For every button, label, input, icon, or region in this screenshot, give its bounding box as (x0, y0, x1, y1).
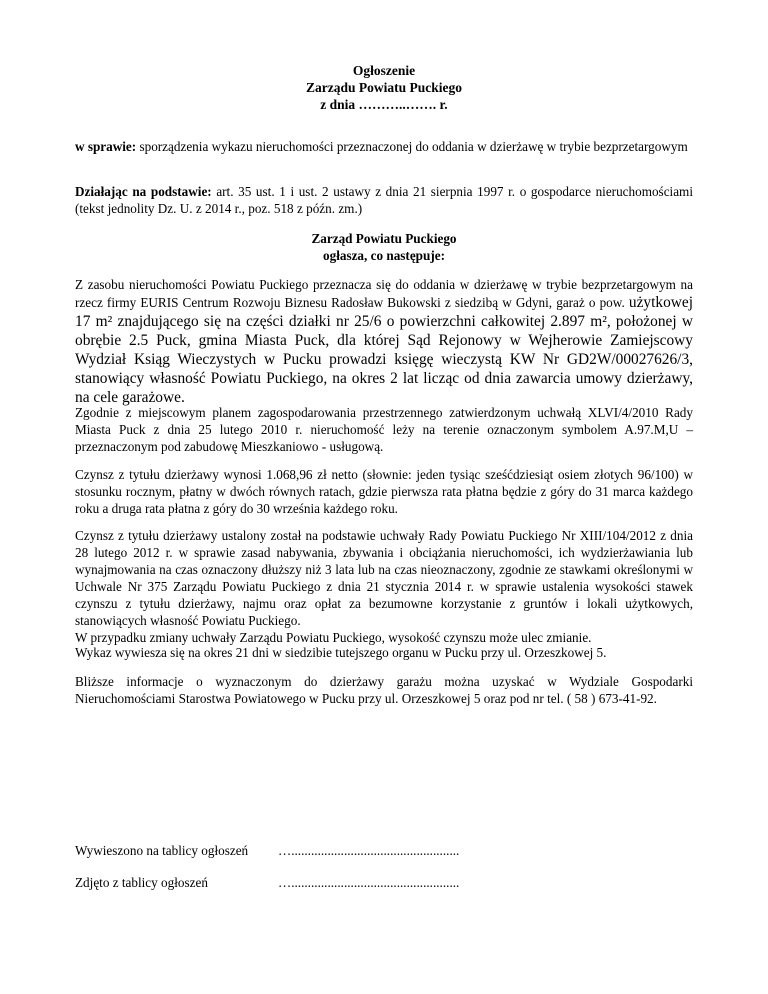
posted-dots: …................................................... (278, 843, 460, 858)
announce-heading (0, 230, 768, 264)
paragraph-3: Czynsz z tytułu dzierżawy wynosi 1.068,96 zł netto (słownie: jeden tysiąc sześćdziesiąt osiem złotych 96/100) w stosunku rocznym, płatny w dwóch równych ratach, gdzie pierwsza rata płatna będzie z góry do 31 marca każdego roku a druga rata płatna z góry do 30 września każdego roku. (75, 467, 693, 516)
subject-lead: w sprawie: (75, 139, 137, 154)
document-header (0, 62, 768, 113)
paragraph-4-main: Czynsz z tytułu dzierżawy ustalony został na podstawie uchwały Rady Powiatu Puckiego Nr XIII/104/2012 z dnia 28 lutego 2012 r. w sprawie zasad nabywania, zbywania i obciążania nieruchomości, ich wydzierżawiania lub wynajmowania na czas oznaczony dłuższy niż 3 lata lub na czas nieoznaczony, zgodnie ze stawkami określonymi w Uchwale Nr 375 Zarządu Powiatu Puckiego z dnia 21 stycznia 2014 r. w sprawie ustalenia wysokości stawek czynszu z tytułu dzierżawy, najmu oraz opłat za bezumowne korzystanie z gruntów i lokali użytkowych, stanowiących własność Powiatu Puckiego. (75, 528, 693, 628)
paragraph-2: Zgodnie z miejscowym planem zagospodarowania przestrzennego zatwierdzonym uchwałą XLVI/4/2010 Rady Miasta Puck z dnia 25 lutego 2010 r. nieruchomość leży na terenie oznaczonym symbolem A.97.M,U – przeznaczonym pod zabudowę Mieszkaniowo - usługową. (75, 405, 693, 454)
subject-text: sporządzenia wykazu nieruchomości przeznaczonej do oddania w dzierżawę w trybie bezprzetargowym (136, 139, 688, 154)
announce-line2: ogłasza, co następuje: (323, 248, 445, 263)
paragraph-4-note: W przypadku zmiany uchwały Zarządu Powiatu Puckiego, wysokość czynszu może ulec zmianie. (75, 630, 592, 645)
removed-label: Zdjęto z tablicy ogłoszeń (75, 875, 208, 890)
paragraph-1 (75, 276, 693, 407)
paragraph-5: Wykaz wywiesza się na okres 21 dni w siedzibie tutejszego organu w Pucku przy ul. Orzeszkowej 5. (75, 645, 607, 660)
paragraph-1-small: Z zasobu nieruchomości Powiatu Puckiego przeznacza się do oddania w dzierżawę w trybie bezprzetargowym na rzecz firmy EURIS Centrum Rozwoju Biznesu Radosław Bukowski z siedzibą w Gdyni, garaż o pow. (75, 277, 693, 310)
removed-dots: …................................................... (278, 875, 460, 890)
legal-basis-lead: Działając na podstawie: (75, 184, 212, 199)
legal-basis-text: art. 35 ust. 1 i ust. 2 ustawy z dnia 21 sierpnia 1997 r. o gospodarce nieruchomościami (tekst jednolity Dz. U. z 2014 r., poz. 518 z późn. zm.) (75, 184, 693, 216)
header-issuer: Zarządu Powiatu Puckiego (305, 80, 462, 95)
paragraph-4 (75, 527, 693, 646)
posted-label: Wywieszono na tablicy ogłoszeń (75, 843, 249, 858)
header-title: Ogłoszenie (352, 63, 416, 78)
legal-basis-paragraph (75, 183, 693, 217)
paragraph-6: Bliższe informacje o wyznaczonym do dzierżawy garażu można uzyskać w Wydziale Gospodarki Nieruchomościami Starostwa Powiatowego w Pucku przy ul. Orzeszkowej 5 oraz pod nr tel. ( 58 ) 673-41-92. (75, 674, 693, 706)
subject-paragraph (75, 138, 693, 155)
header-date: z dnia ………..……. r. (320, 97, 448, 112)
announce-line1: Zarząd Powiatu Puckiego (311, 231, 457, 246)
paragraph-1-big: użytkowej 17 m² znajdującego się na części działki nr 25/6 o powierzchni całkowitej 2.897 m², położonej w obrębie 2.5 Puck, gmina Miasta Puck, dla której Sąd Rejonowy w Wejherowie Zamiejscowy Wydział Ksiąg Wieczystych w Pucku prowadzi księgę wieczystą KW Nr GD2W/00027626/3, stanowiący własność Powiatu Puckiego, na okres 2 lat licząc od dnia zawarcia umowy dzierżawy, na cele garażowe. (75, 294, 693, 406)
